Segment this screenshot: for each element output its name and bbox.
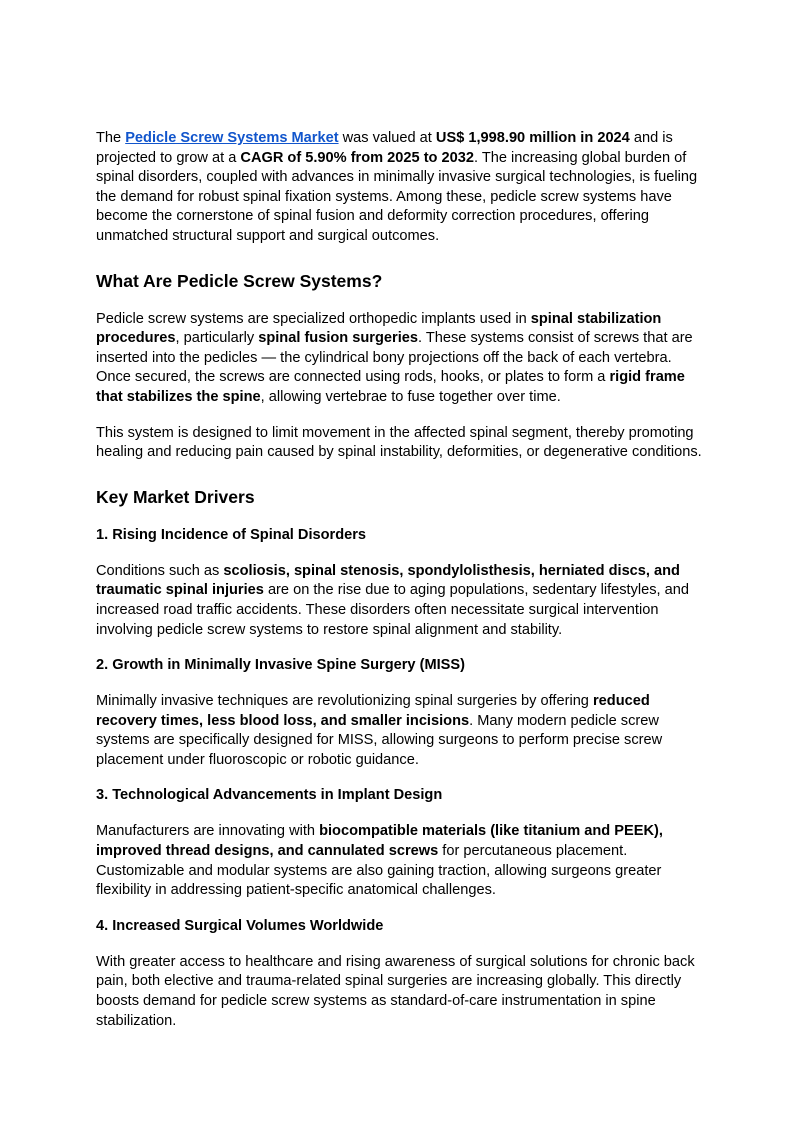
body-text: Pedicle screw systems are specialized orthopedic implants used in bbox=[96, 310, 531, 327]
intro-paragraph bbox=[96, 129, 704, 247]
driver-4-title: 4. Increased Surgical Volumes Worldwide bbox=[96, 917, 384, 934]
cagr-highlight: CAGR of 5.90% from 2025 to 2032 bbox=[240, 149, 474, 166]
intro-text: The bbox=[96, 130, 126, 146]
bold-text: reduced recovery times, less blood loss, and smaller incisions bbox=[96, 693, 650, 729]
bold-text: rigid frame that stabilizes the spine bbox=[96, 369, 685, 405]
what-are-paragraph-2: This system is designed to limit movement in the affected spinal segment, thereby promoting healing and reducing pain caused by spinal instability, deformities, or degenerative conditions. bbox=[96, 424, 702, 461]
intro-text: was valued at bbox=[338, 130, 436, 146]
body-text: , particularly bbox=[175, 330, 259, 347]
body-text: , allowing vertebrae to fuse together over time. bbox=[260, 388, 561, 405]
document-page bbox=[96, 129, 704, 1047]
driver-1-paragraph bbox=[96, 562, 704, 640]
intro-text: . The increasing global burden of spinal disorders, coupled with advances in minimally invasive surgical technologies, is fueling the demand for robust spinal fixation systems. Among these, pedicle screw systems have become the cornerstone of spinal fusion and deformity correction procedures, offering unmatched structural support and surgical outcomes. bbox=[96, 149, 698, 244]
body-text: Conditions such as bbox=[96, 562, 224, 579]
bold-text: spinal fusion surgeries bbox=[258, 330, 418, 347]
bold-text: scoliosis, spinal stenosis, spondylolisthesis, herniated discs, and traumatic spinal injuries bbox=[96, 562, 680, 599]
body-text: Manufacturers are innovating with bbox=[96, 823, 320, 840]
body-text: for percutaneous placement. Customizable and modular systems are also gaining traction, allowing surgeons greater flexibility in addressing patient-specific anatomical challenges. bbox=[96, 843, 662, 899]
body-text: are on the rise due to aging populations, sedentary lifestyles, and increased road traffic accidents. These disorders often necessitate surgical intervention involving pedicle screw systems to restore spinal alignment and stability. bbox=[96, 582, 690, 638]
intro-text: and is projected to grow at a bbox=[96, 130, 673, 166]
driver-3-paragraph bbox=[96, 822, 704, 900]
driver-2-paragraph bbox=[96, 692, 704, 770]
key-drivers-heading: Key Market Drivers bbox=[96, 486, 255, 507]
driver-1-title: 1. Rising Incidence of Spinal Disorders bbox=[96, 526, 367, 543]
bold-text: spinal stabilization procedures bbox=[96, 310, 662, 347]
body-text: . Many modern pedicle screw systems are specifically designed for MISS, allowing surgeons to perform precise screw placement under fluoroscopic or robotic guidance. bbox=[96, 712, 663, 768]
what-are-heading: What Are Pedicle Screw Systems? bbox=[96, 270, 383, 291]
driver-4-paragraph: With greater access to healthcare and rising awareness of surgical solutions for chronic back pain, both elective and trauma-related spinal surgeries are increasing globally. This directly boosts demand for pedicle screw systems as standard-of-care instrumentation in spine stabilization. bbox=[96, 953, 695, 1029]
pedicle-screw-market-link[interactable]: Pedicle Screw Systems Market bbox=[125, 130, 339, 146]
body-text: . These systems consist of screws that are inserted into the pedicles — the cylindrical bony projections off the back of each vertebra. Once secured, the screws are connected using rods, hooks, or plates to form a bbox=[96, 330, 693, 386]
driver-3-title: 3. Technological Advancements in Implant Design bbox=[96, 787, 443, 804]
what-are-paragraph-1 bbox=[96, 310, 704, 408]
market-value-highlight: US$ 1,998.90 million in 2024 bbox=[435, 130, 630, 146]
body-text: Minimally invasive techniques are revolutionizing spinal surgeries by offering bbox=[96, 693, 593, 710]
bold-text: biocompatible materials (like titanium and PEEK), improved thread designs, and cannulated screws bbox=[96, 823, 663, 860]
driver-2-title: 2. Growth in Minimally Invasive Spine Surgery (MISS) bbox=[96, 657, 465, 674]
